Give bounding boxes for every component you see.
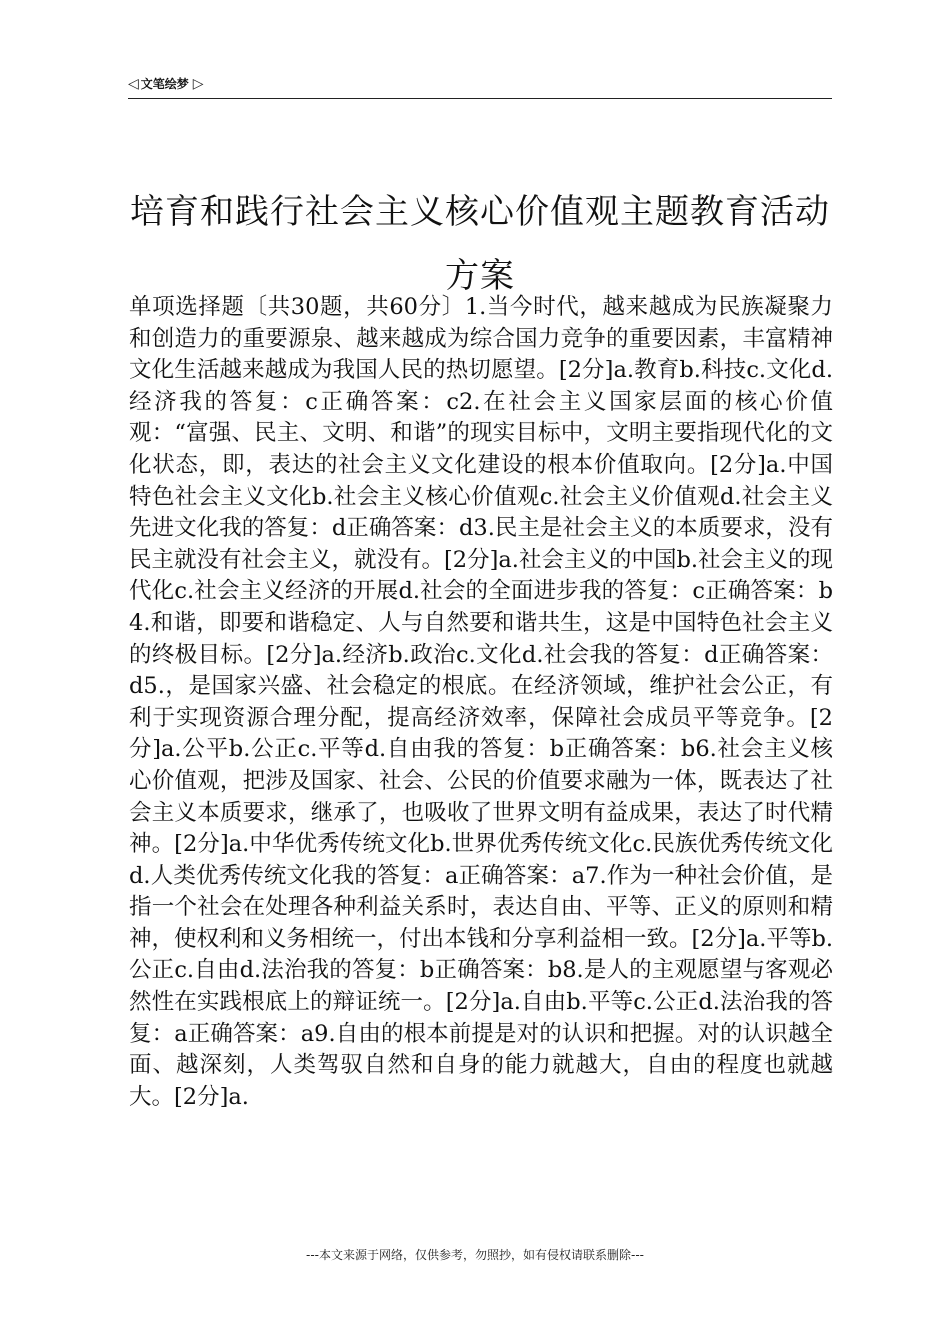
- brand-name: 文笔绘梦: [140, 77, 189, 91]
- document-title: 培育和践行社会主义核心价值观主题教育活动方案: [130, 192, 830, 296]
- page-header: [128, 74, 832, 99]
- page-footer: ---本文来源于网络，仅供参考，勿照抄，如有侵权请联系删除---: [306, 1248, 644, 1262]
- left-triangle-icon: ◁: [128, 76, 139, 92]
- right-triangle-icon: ▷: [192, 76, 204, 92]
- document-body: 单项选择题〔共30题，共60分〕1.当今时代，越来越成为民族凝聚力和创造力的重要源泉、越来越成为综合国力竞争的重要因素，丰富精神文化生活越来越成为我国人民的热切愿望。[2分]a.教育b.科技c.文化d.经济我的答复：c正确答案：c2.在社会主义国家层面的核心价值观：“富强、民主、文明、和谐”的现实目标中，文明主要指现代化的文化状态，即，表达的社会主义文化建设的根本价值取向。[2分]a.中国特色社会主义文化b.社会主义核心价值观c.社会主义价值观d.社会主义先进文化我的答复：d正确答案：d3.民主是社会主义的本质要求，没有民主就没有社会主义，就没有。[2分]a.社会主义的中国b.社会主义的现代化c.社会主义经济的开展d.社会的全面进步我的答复：c正确答案：b4.和谐，即要和谐稳定、人与自然要和谐共生，这是中国特色社会主义的终极目标。[2分]a.经济b.政治c.文化d.社会我的答复：d正确答案：d5.，是国家兴盛、社会稳定的根底。在经济领域，维护社会公正，有利于实现资源合理分配，提高经济效率，保障社会成员平等竞争。[2分]a.公平b.公正c.平等d.自由我的答复：b正确答案：b6.社会主义核心价值观，把涉及国家、社会、公民的价值要求融为一体，既表达了社会主义本质要求，继承了，也吸收了世界文明有益成果，表达了时代精神。[2分]a.中华优秀传统文化b.世界优秀传统文化c.民族优秀传统文化d.人类优秀传统文化我的答复：a正确答案：a7.作为一种社会价值，是指一个社会在处理各种利益关系时，表达自由、平等、正义的原则和精神，使权利和义务相统一，付出本钱和分享利益相一致。[2分]a.平等b.公正c.自由d.法治我的答复：b正确答案：b8.是人的主观愿望与客观必然性在实践根底上的辩证统一。[2分]a.自由b.平等c.公正d.法治我的答复：a正确答案：a9.自由的根本前提是对的认识和把握。对的认识越全面、越深刻，人类驾驭自然和自身的能力就越大，自由的程度也就越大。[2分]a.: [129, 294, 833, 1110]
